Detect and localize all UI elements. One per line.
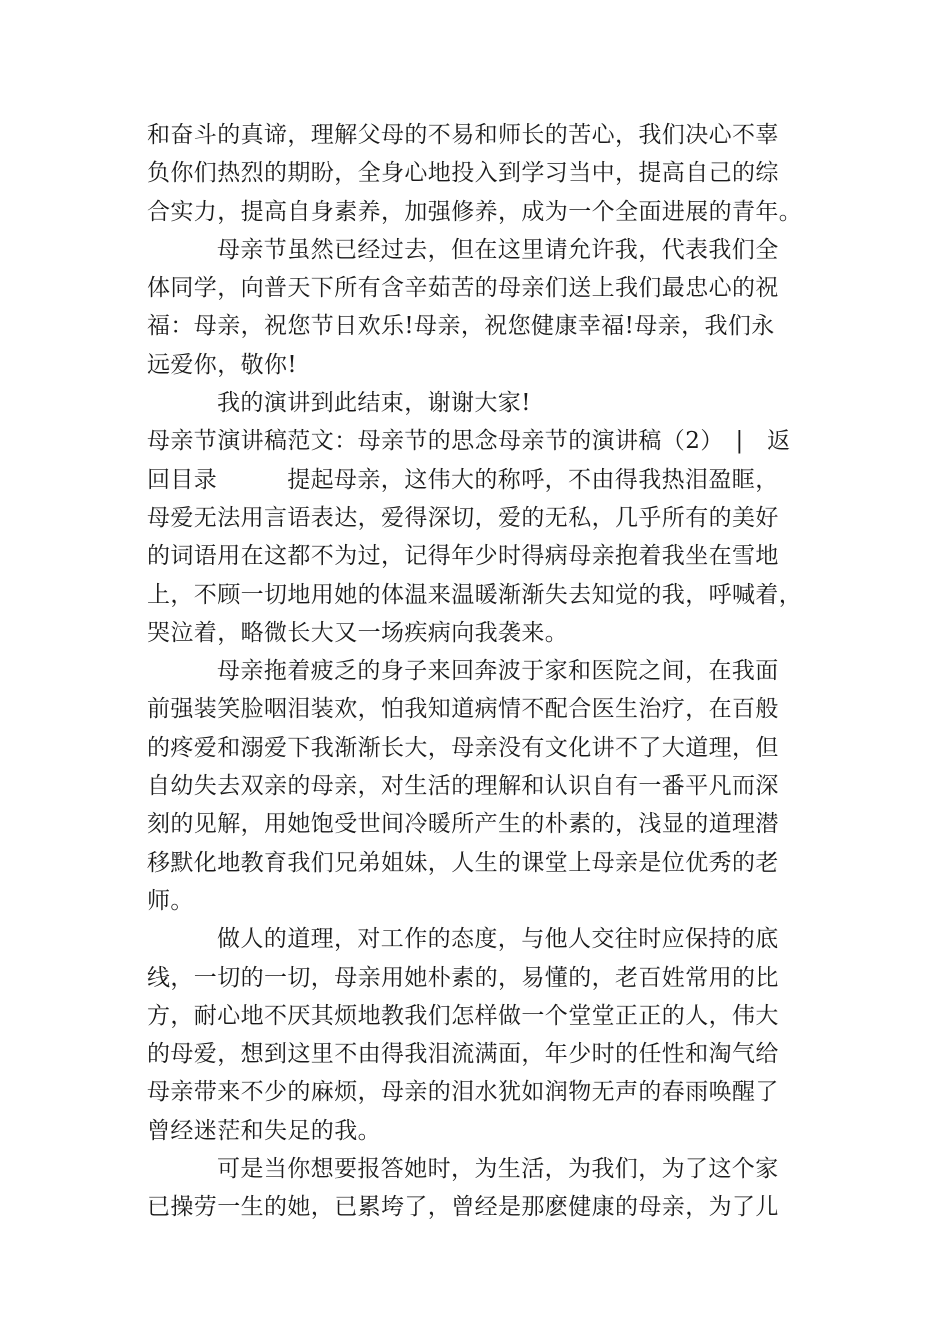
return-to-contents-link[interactable]: 回目录 [147,466,218,493]
paragraph-start-line: 做人的道理，对工作的态度，与他人交往时应保持的底 [217,926,779,953]
paragraph-text: 提起母亲，这伟大的称呼，不由得我热泪盈眶， [287,466,779,493]
text-line: 和奋斗的真谛，理解父母的不易和师长的苦心，我们决心不辜 [147,122,779,148]
text-line: 自幼失去双亲的母亲，对生活的理解和认识自有一番平凡而深 [147,773,779,800]
text-line: 已操劳一生的她，已累垮了，曾经是那麽健康的母亲，为了儿 [147,1194,779,1221]
text-line: 移默化地教育我们兄弟姐妹，人生的课堂上母亲是位优秀的老 [147,849,779,876]
paragraph-start-line: 母亲节虽然已经过去，但在这里请允许我，代表我们全 [217,236,779,263]
text-line: 前强装笑脸咽泪装欢，怕我知道病情不配合医生治疗，在百般 [147,696,779,723]
text-line: 线，一切的一切，母亲用她朴素的，易懂的，老百姓常用的比 [147,964,779,991]
text-line: 母爱无法用言语表达，爱得深切，爱的无私，几乎所有的美好 [147,504,779,531]
section-heading-line: 母亲节演讲稿范文：母亲节的思念母亲节的演讲稿（2） | 返 [147,428,791,455]
paragraph-start-line: 母亲拖着疲乏的身子来回奔波于家和医院之间，在我面 [217,658,779,685]
text-line: 母亲带来不少的麻烦，母亲的泪水犹如润物无声的春雨唤醒了 [147,1079,779,1106]
paragraph-start-line: 我的演讲到此结束，谢谢大家! [217,390,531,417]
text-line: 的母爱，想到这里不由得我泪流满面，年少时的任性和淘气给 [147,1041,779,1068]
text-line: 负你们热烈的期盼，全身心地投入到学习当中，提高自己的综 [147,160,779,187]
text-line: 哭泣着，略微长大又一场疾病向我袭来。 [147,619,569,646]
text-line: 方，耐心地不厌其烦地教我们怎样做一个堂堂正正的人，伟大 [147,1002,779,1029]
text-line [147,461,807,499]
document-body [147,116,807,1227]
paragraph-start-line: 可是当你想要报答她时，为生活，为我们，为了这个家 [217,1156,779,1183]
text-line: 福：母亲，祝您节日欢乐!母亲，祝您健康幸福!母亲，我们永 [147,313,775,340]
text-line: 的词语用在这都不为过，记得年少时得病母亲抱着我坐在雪地 [147,543,779,570]
text-line: 合实力，提高自身素养，加强修养，成为一个全面进展的青年。 [147,198,803,225]
text-line: 上，不顾一切地用她的体温来温暖渐渐失去知觉的我，呼喊着， [147,581,803,608]
text-line: 师。 [147,887,194,914]
text-line: 的疼爱和溺爱下我渐渐长大，母亲没有文化讲不了大道理，但 [147,734,779,761]
text-line: 曾经迷茫和失足的我。 [147,1117,381,1144]
text-line: 体同学，向普天下所有含辛茹苦的母亲们送上我们最忠心的祝 [147,275,779,302]
text-line: 刻的见解，用她饱受世间冷暖所产生的朴素的，浅显的道理潜 [147,811,779,838]
text-line: 远爱你，敬你! [147,351,298,378]
